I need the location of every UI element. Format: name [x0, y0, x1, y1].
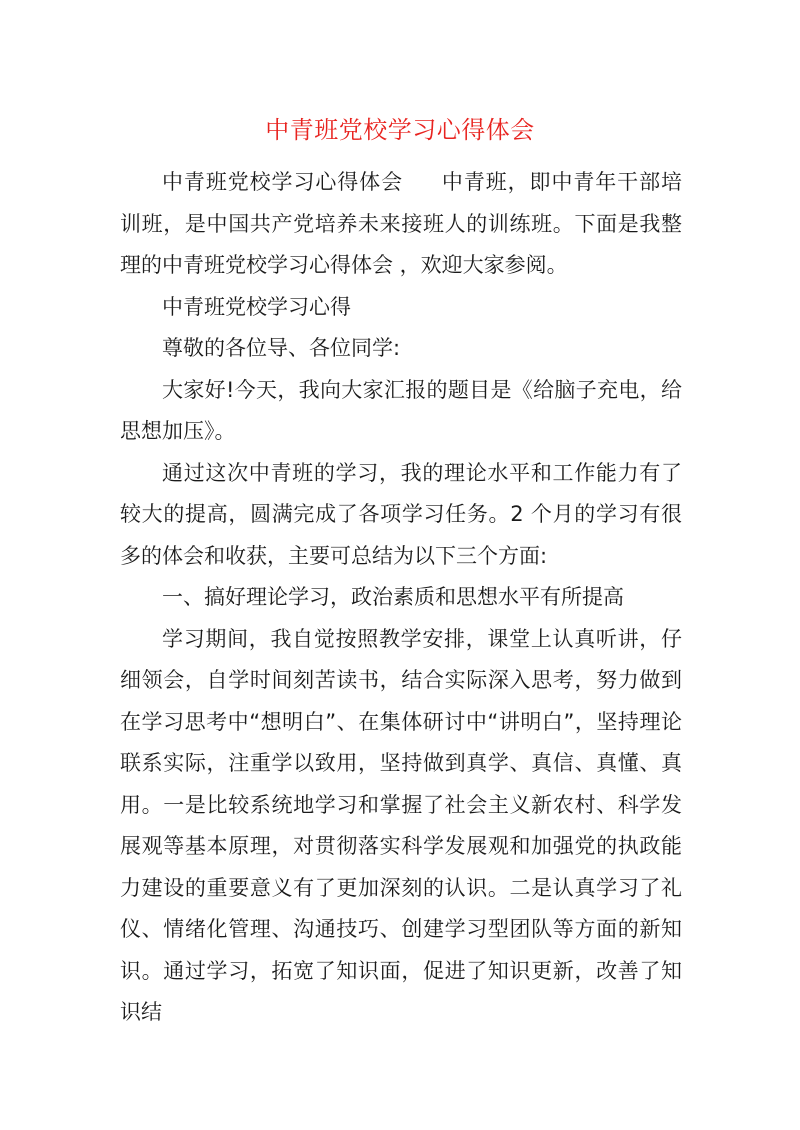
intro-text: 中青班，即中青年干部培训班，是中国共产党培养未来接班人的训练班。下面是我整理的中青班党校学习心得体会 ，欢迎大家参阅。 — [120, 170, 682, 277]
paragraph-section-heading: 一、搞好理论学习，政治素质和思想水平有所提高 — [162, 585, 624, 609]
paragraph-study-details: 学习期间，我自觉按照教学安排，课堂上认真听讲，仔细领会，自学时间刻苦读书，结合实际深入思考，努力做到在学习思考中“想明白”、在集体研讨中“讲明白”，坚持理论联系实际，注重学以致用，坚持做到真学、真信、真懂、真用。一是比较系统地学习和掌握了社会主义新农村、科学发展观等基本原理，对贯彻落实科学发展观和加强党的执政能力建设的重要意义有了更加深刻的认识。二是认真学习了礼仪、情绪化管理、沟通技巧、创建学习型团队等方面的新知识。通过学习，拓宽了知识面，促进了知识更新，改善了知识结 — [120, 626, 682, 1024]
paragraph-summary: 通过这次中青班的学习，我的理论水平和工作能力有了较大的提高，圆满完成了各项学习任务。2 个月的学习有很多的体会和收获，主要可总结为以下三个方面: — [120, 460, 682, 568]
document-title: 中青班党校学习心得体会 — [265, 116, 535, 144]
document-body — [120, 162, 682, 1034]
paragraph-salutation: 尊敬的各位导、各位同学: — [162, 336, 401, 360]
paragraph-intro — [120, 162, 682, 287]
paragraph-greeting: 大家好!今天，我向大家汇报的题目是《给脑子充电，给思想加压》。 — [120, 377, 682, 443]
intro-lead: 中青班党校学习心得体会 — [162, 170, 403, 194]
paragraph-subtitle: 中青班党校学习心得 — [162, 294, 351, 319]
